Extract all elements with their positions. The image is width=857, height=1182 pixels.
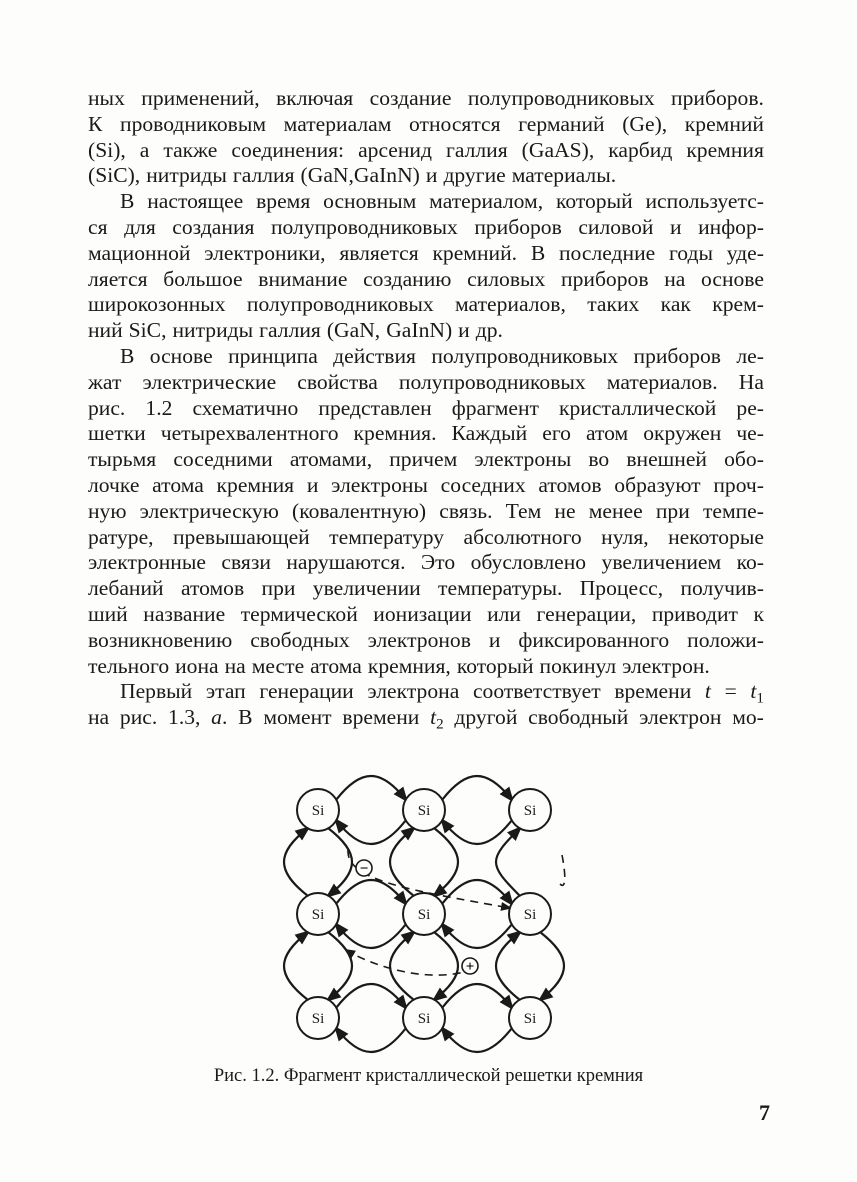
- time-t2: $t_2$: [430, 705, 444, 733]
- word: 1.3,: [168, 705, 201, 730]
- word: настоящее: [147, 189, 244, 214]
- word: атомов: [538, 472, 602, 497]
- word: некоторые: [668, 524, 764, 549]
- word: включая: [276, 86, 354, 110]
- atom-label: Si: [523, 1011, 537, 1027]
- word: кремния,: [367, 653, 451, 678]
- word: полупроводниковых: [398, 369, 586, 394]
- word: электрона: [367, 679, 460, 704]
- word: полупроводниковых: [270, 214, 458, 239]
- word: название: [143, 601, 226, 626]
- word: увеличении: [312, 576, 421, 601]
- word: приборов.: [671, 86, 764, 110]
- word: нитриды: [146, 163, 227, 188]
- text-line: [88, 396, 764, 422]
- word: месте: [251, 653, 305, 678]
- word: превышающей: [172, 524, 310, 549]
- word: и: [425, 163, 438, 188]
- word: относятся: [409, 111, 501, 136]
- word: используетс-: [645, 189, 764, 214]
- bond-arc: [442, 1028, 512, 1052]
- word: представлен: [318, 395, 432, 420]
- text-line: [88, 628, 764, 654]
- bond-arc: [336, 776, 406, 800]
- word: четырехвалентного: [160, 421, 339, 446]
- word: тырьмя: [88, 447, 157, 472]
- text-line: [88, 189, 764, 215]
- word: менее: [588, 498, 643, 523]
- text-line: [88, 86, 764, 112]
- word: окружен: [643, 421, 722, 446]
- text-line: [88, 705, 764, 731]
- word: и: [458, 318, 470, 343]
- text-line: [88, 525, 764, 551]
- page-number: 7: [759, 1100, 770, 1125]
- word: и: [669, 214, 682, 239]
- word: нитриды: [172, 318, 254, 343]
- word: рис.: [88, 395, 126, 420]
- word: этап: [205, 679, 246, 704]
- word: ионизации: [373, 601, 472, 626]
- bond-arc: [442, 924, 512, 948]
- word: В: [530, 240, 546, 265]
- word: создания: [172, 214, 255, 239]
- word: применений,: [141, 86, 260, 110]
- word: ний: [88, 318, 123, 343]
- word: не: [554, 498, 576, 523]
- word: покинул: [539, 653, 617, 678]
- word: электрон.: [622, 653, 710, 678]
- word: или: [487, 601, 521, 626]
- word: проч-: [713, 472, 764, 497]
- word: годы: [668, 240, 713, 265]
- figure-part-label: а.: [211, 705, 228, 730]
- text-line: [88, 292, 764, 318]
- word: и: [488, 627, 501, 652]
- word: приводит: [651, 601, 738, 626]
- word: тельного: [88, 653, 170, 678]
- text-line: [88, 654, 764, 680]
- text-line: [88, 447, 764, 473]
- word: принципа: [228, 343, 318, 368]
- word: также: [163, 137, 218, 162]
- word: а: [139, 137, 150, 162]
- word: В: [120, 343, 135, 368]
- word: температуру: [329, 524, 445, 549]
- word: (Ge),: [622, 111, 668, 136]
- word: другой: [454, 705, 518, 730]
- word: на: [224, 653, 246, 678]
- figure-caption: Рис. 1.2. Фрагмент кристаллической решетки кремния: [213, 1066, 644, 1086]
- bond-arc: [496, 828, 520, 896]
- word: свойства: [297, 369, 378, 394]
- word: фиксированного: [518, 627, 670, 652]
- word: обо-: [724, 447, 764, 472]
- word: (GaN,: [326, 318, 381, 343]
- bond-arc: [328, 932, 352, 1000]
- equals-sign: =: [724, 679, 737, 704]
- word: внимание: [258, 266, 348, 291]
- word: соответствует: [472, 679, 601, 704]
- word: силовой: [578, 214, 654, 239]
- word: 1.2: [145, 395, 173, 420]
- broken-bond: [560, 855, 565, 885]
- word: как: [660, 292, 691, 317]
- word: Каждый: [451, 421, 528, 446]
- word: фрагмент: [451, 395, 539, 420]
- word: полупроводниковых: [246, 292, 434, 317]
- word: кремний: [684, 111, 764, 136]
- bond-arc: [390, 932, 414, 1000]
- bond-arc: [336, 1028, 406, 1052]
- word: электроны: [474, 447, 572, 472]
- word: Процесс,: [579, 576, 664, 601]
- text-line: [88, 344, 764, 370]
- text-line: [88, 550, 764, 576]
- silicon-atoms: [297, 789, 551, 1039]
- word: приборов: [561, 266, 649, 291]
- bond-arc: [442, 820, 512, 844]
- word: действия: [333, 343, 416, 368]
- word: таких: [587, 292, 640, 317]
- word: кремния.: [353, 421, 437, 446]
- word: нуля,: [601, 524, 649, 549]
- bond-arc: [390, 828, 414, 896]
- word: рис.: [119, 705, 158, 730]
- word: нарушаются.: [286, 550, 406, 575]
- word: германий: [518, 111, 605, 136]
- word: связь.: [439, 498, 493, 523]
- word: атомов: [180, 576, 245, 601]
- word: соседними: [173, 447, 273, 472]
- word: иона: [175, 653, 219, 678]
- word: материалом,: [429, 189, 544, 214]
- word: Это: [420, 550, 456, 575]
- word: (Si),: [88, 137, 126, 162]
- word: причем: [389, 447, 458, 472]
- atom-label: Si: [417, 907, 431, 923]
- word: электроники,: [204, 240, 326, 265]
- word: электронные: [88, 550, 206, 575]
- word: последние: [558, 240, 656, 265]
- word: материалов,: [455, 292, 566, 317]
- word: лочке: [88, 472, 140, 497]
- word: увеличением: [601, 550, 722, 575]
- word: ратуре,: [88, 524, 154, 549]
- text-line: [88, 370, 764, 396]
- text-line: [88, 318, 764, 344]
- word: возникновению: [88, 627, 233, 652]
- word: материалы.: [511, 163, 617, 188]
- word: соединения:: [231, 137, 345, 162]
- word: на: [88, 705, 110, 730]
- word: температуры.: [438, 576, 563, 601]
- bond-arc: [434, 828, 458, 896]
- word: при: [261, 576, 296, 601]
- bond-arc: [336, 924, 406, 948]
- word: который: [555, 189, 633, 214]
- word: кремния: [216, 472, 295, 497]
- word: (GaAS),: [521, 137, 595, 162]
- word: времени: [342, 705, 420, 730]
- word: (SiC),: [88, 163, 141, 188]
- word: ре-: [736, 395, 764, 420]
- body-text: [88, 86, 764, 731]
- word: во: [588, 447, 610, 472]
- bond-arc: [496, 932, 520, 1000]
- word: арсенид: [358, 137, 432, 162]
- text-line: [88, 163, 764, 189]
- word: приборов: [633, 343, 721, 368]
- word: карбид: [608, 137, 673, 162]
- word: кремния: [686, 137, 764, 162]
- word: полупроводниковых: [431, 343, 619, 368]
- word: че-: [736, 421, 764, 446]
- word: атома: [310, 653, 362, 678]
- atom-label: Si: [417, 1011, 431, 1027]
- word: материалам: [283, 111, 392, 136]
- text-line: [88, 602, 764, 628]
- word: мо-: [732, 705, 764, 730]
- word: др.: [475, 318, 503, 343]
- bond-arc: [442, 776, 512, 800]
- word: при: [655, 498, 690, 523]
- word: электрическую: [139, 498, 279, 523]
- word: ляется: [88, 266, 148, 291]
- word: SiC,: [128, 318, 167, 343]
- atom-label: Si: [417, 803, 431, 819]
- word: крем-: [712, 292, 764, 317]
- word: получив-: [680, 576, 764, 601]
- word: галлия: [445, 137, 508, 162]
- bond-arc: [328, 828, 352, 896]
- word: (ковалентную): [292, 498, 427, 523]
- word: шетки: [88, 421, 146, 446]
- word: который: [456, 653, 534, 678]
- word: основным: [323, 189, 417, 214]
- word: темпе-: [702, 498, 764, 523]
- word: На: [738, 369, 764, 394]
- word: уде-: [726, 240, 764, 265]
- word: соседних: [440, 472, 526, 497]
- word: Тем: [505, 498, 542, 523]
- text-line: [88, 215, 764, 241]
- word: галлия: [259, 318, 321, 343]
- word: электрические: [142, 369, 277, 394]
- bond-arc: [336, 820, 406, 844]
- bond-arc: [336, 984, 406, 1008]
- text-line: [88, 241, 764, 267]
- word: время: [256, 189, 311, 214]
- text-line: [88, 112, 764, 138]
- bond-arc: [284, 828, 308, 896]
- word: В: [120, 189, 135, 214]
- word: связи: [221, 550, 271, 575]
- word: обусловлено: [470, 550, 587, 575]
- word: внешней: [626, 447, 707, 472]
- atom-label: Si: [311, 803, 325, 819]
- atom-label: Si: [311, 1011, 325, 1027]
- word: для: [124, 214, 156, 239]
- word: ся: [88, 214, 108, 239]
- word: образуют: [614, 472, 701, 497]
- atom-label: Si: [311, 907, 325, 923]
- word: свободных: [250, 627, 350, 652]
- bond-arc: [336, 880, 406, 904]
- word: положи-: [687, 627, 764, 652]
- text-line: [88, 679, 764, 705]
- word: созданию: [363, 266, 452, 291]
- word: и: [306, 472, 319, 497]
- text-line: [88, 499, 764, 525]
- word: ко-: [736, 550, 764, 575]
- word: электроны: [331, 472, 428, 497]
- time-variable: t: [704, 679, 711, 704]
- word: атом: [585, 421, 629, 446]
- word: свободный: [528, 705, 629, 730]
- word: материалов.: [606, 369, 718, 394]
- bond-arc: [284, 932, 308, 1000]
- word: силовых: [467, 266, 546, 291]
- word: момент: [263, 705, 332, 730]
- word: (GaN,GaInN): [300, 163, 420, 188]
- word: схематично: [192, 395, 299, 420]
- time-t1: $t_1$: [750, 679, 764, 707]
- bond-arc: [434, 932, 458, 1000]
- word: GaInN): [386, 318, 453, 343]
- word: кристаллической: [559, 395, 717, 420]
- word: абсолютного: [463, 524, 582, 549]
- text-line: [88, 576, 764, 602]
- word: основе: [149, 343, 213, 368]
- bond-arc: [442, 984, 512, 1008]
- word: электрон: [639, 705, 722, 730]
- word: мационной: [88, 240, 191, 265]
- bond-arc: [540, 932, 564, 1000]
- electron-symbol: −: [359, 861, 369, 877]
- word: генерации,: [536, 601, 637, 626]
- word: галлия: [232, 163, 295, 188]
- word: времени: [614, 679, 692, 704]
- word: кремний.: [432, 240, 518, 265]
- word: другие: [443, 163, 506, 188]
- word: генерации: [259, 679, 354, 704]
- atom-label: Si: [523, 907, 537, 923]
- text-line: [88, 267, 764, 293]
- text-line: [88, 421, 764, 447]
- hole-symbol: +: [465, 959, 475, 975]
- word: лебаний: [88, 576, 164, 601]
- word: инфор-: [698, 214, 764, 239]
- word: на: [664, 266, 686, 291]
- text-line: [88, 473, 764, 499]
- bond-arc: [442, 880, 512, 904]
- word: ле-: [736, 343, 764, 368]
- word: Первый: [120, 679, 193, 704]
- word: полупроводниковых: [467, 86, 655, 110]
- word: проводниковым: [120, 111, 267, 136]
- word: жат: [88, 369, 122, 394]
- word: к: [753, 601, 764, 626]
- word: электронов: [367, 627, 471, 652]
- word: термической: [240, 601, 358, 626]
- word: К: [88, 111, 103, 136]
- word: атомами,: [289, 447, 373, 472]
- word: является: [339, 240, 419, 265]
- word: широкозонных: [88, 292, 226, 317]
- word: большое: [163, 266, 243, 291]
- word: приборов: [474, 214, 562, 239]
- text-line: [88, 138, 764, 164]
- word: основе: [701, 266, 764, 291]
- word: создание: [369, 86, 452, 110]
- atom-label: Si: [523, 803, 537, 819]
- word: атома: [152, 472, 204, 497]
- word: ных: [88, 86, 125, 110]
- silicon-lattice-figure: [280, 770, 580, 1060]
- word: ную: [88, 498, 127, 523]
- word: В: [238, 705, 253, 730]
- lattice-diagram: [280, 770, 580, 1060]
- word: его: [542, 421, 571, 446]
- word: ший: [88, 601, 128, 626]
